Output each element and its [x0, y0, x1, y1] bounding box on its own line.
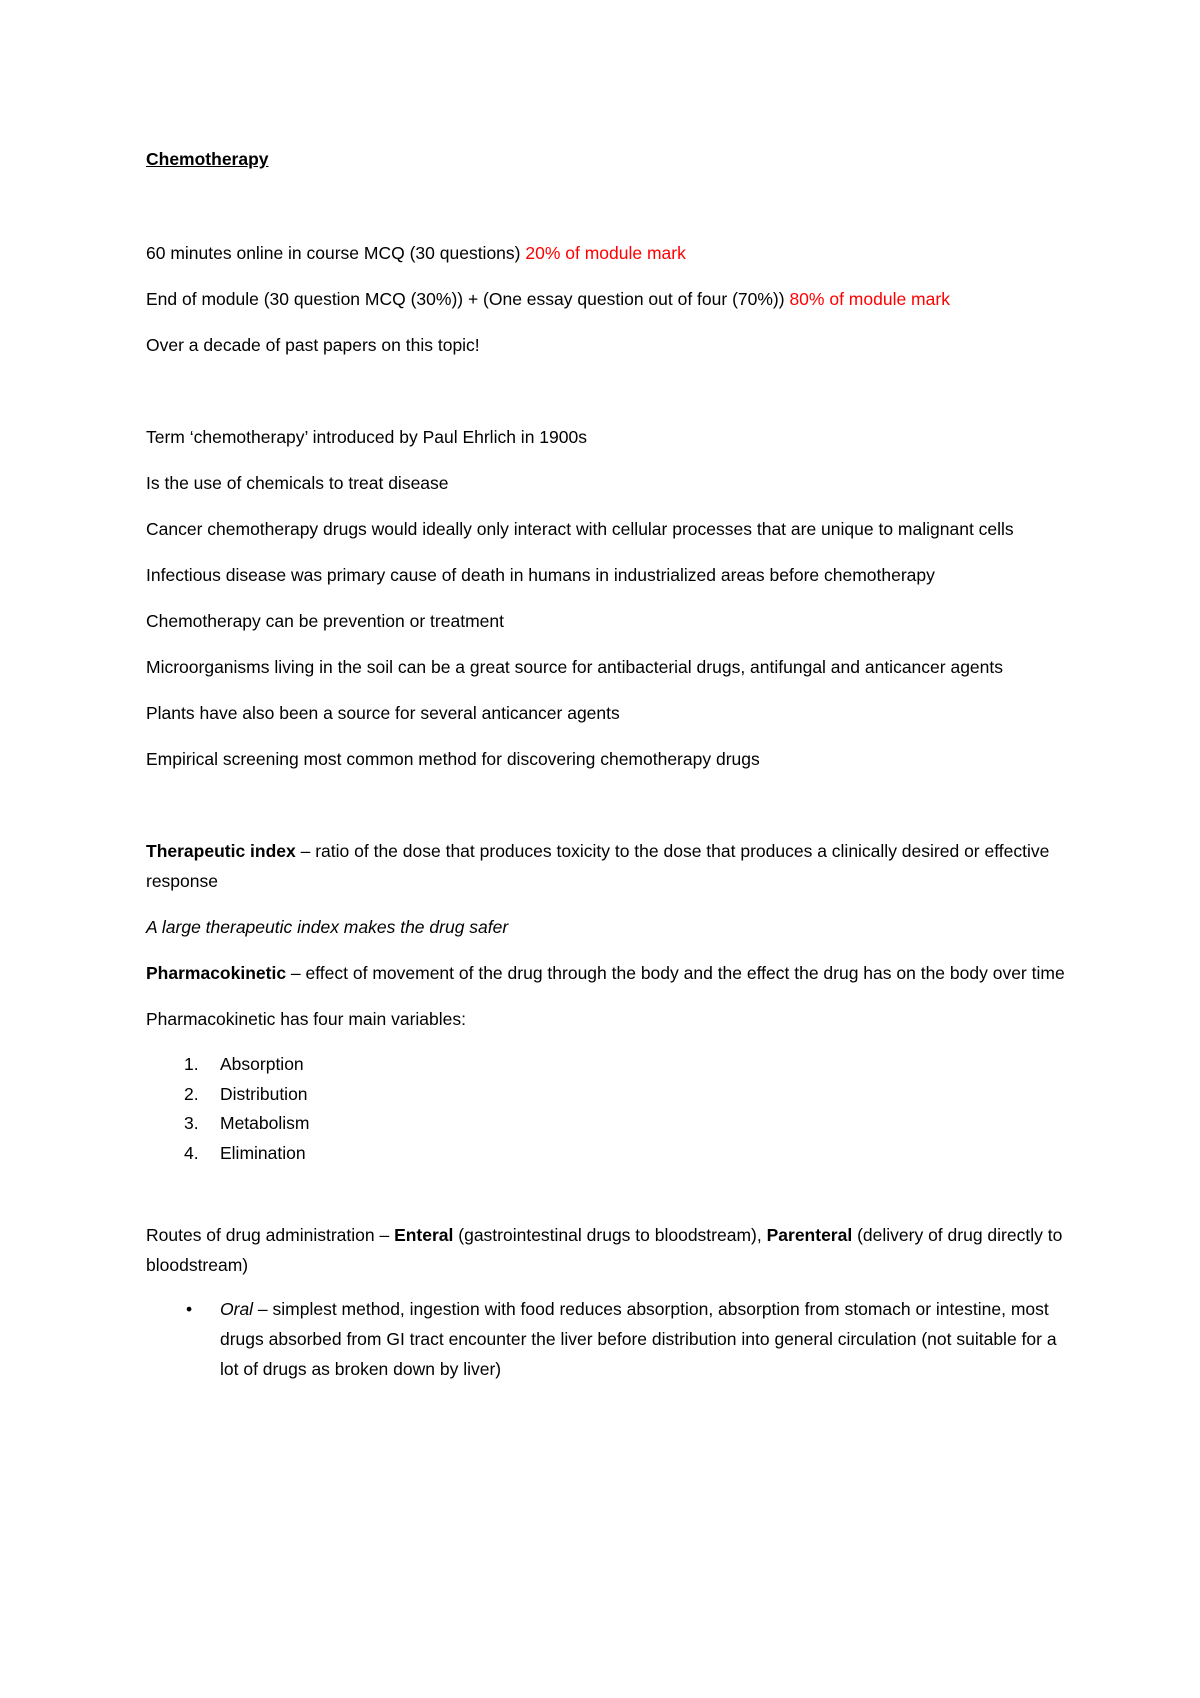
therapeutic-index-term: Therapeutic index [146, 841, 296, 861]
list-item-label: Metabolism [220, 1113, 310, 1133]
list-item [146, 1139, 1066, 1169]
pharmacokinetic-variables-intro: Pharmacokinetic has four main variables: [146, 1009, 467, 1029]
list-item-label: Distribution [220, 1083, 308, 1104]
therapeutic-index-definition [146, 836, 1066, 896]
assessment-line-2 [146, 284, 1066, 314]
list-item-label: Absorption [220, 1054, 304, 1074]
routes-parenteral-term: Parenteral [766, 1225, 853, 1245]
routes-enteral-desc: (gastrointestinal drugs to bloodstream), [453, 1225, 767, 1245]
assessment-line-1-weight: 20% of module mark [525, 243, 686, 263]
intro-paragraph: Cancer chemotherapy drugs would ideally only interact with cellular processes that are unique to malignant cells [146, 519, 1014, 539]
assessment-line-1-text: 60 minutes online in course MCQ (30 questions) [146, 243, 526, 263]
assessment-line-3: Over a decade of past papers on this topic! [146, 335, 480, 355]
routes-enteral-term: Enteral [394, 1225, 454, 1245]
oral-term: Oral [220, 1299, 254, 1319]
bullet-icon: • [186, 1299, 193, 1319]
pharmacokinetic-text: – effect of movement of the drug through the body and the effect the drug has on the body over time [286, 963, 1065, 983]
pharmacokinetic-variables-list [146, 1050, 1066, 1168]
routes-paragraph [146, 1220, 1066, 1280]
list-item-label: Elimination [220, 1142, 306, 1163]
intro-paragraph: Empirical screening most common method for discovering chemotherapy drugs [146, 749, 760, 769]
intro-paragraph: Plants have also been a source for several anticancer agents [146, 703, 620, 723]
therapeutic-index-note: A large therapeutic index makes the drug safer [146, 917, 509, 937]
assessment-line-2-weight: 80% of module mark [789, 289, 950, 309]
list-item [146, 1080, 1066, 1110]
assessment-line-1 [146, 238, 1066, 268]
intro-paragraph: Microorganisms living in the soil can be a great source for antibacterial drugs, antifungal and anticancer agents [146, 657, 1004, 677]
list-number: 1. [184, 1054, 199, 1074]
list-number: 4. [184, 1142, 199, 1163]
list-item [146, 1294, 1066, 1384]
routes-bullet-list [146, 1294, 1066, 1384]
list-item [146, 1109, 1066, 1139]
list-item [146, 1050, 1066, 1080]
list-number: 3. [184, 1113, 199, 1133]
routes-parenteral-desc: (delivery of drug directly to bloodstream) [146, 1225, 1063, 1275]
assessment-line-2-text: End of module (30 question MCQ (30%)) + (One essay question out of four (70%)) [146, 289, 790, 309]
pharmacokinetic-term: Pharmacokinetic [146, 963, 287, 983]
intro-paragraph: Term ‘chemotherapy’ introduced by Paul Ehrlich in 1900s [146, 427, 587, 447]
therapeutic-index-text: – ratio of the dose that produces toxicity to the dose that produces a clinically desired or effective response [146, 841, 1050, 891]
intro-paragraph: Chemotherapy can be prevention or treatment [146, 611, 504, 631]
intro-paragraph: Infectious disease was primary cause of death in humans in industrialized areas before chemotherapy [146, 565, 935, 585]
document-body [146, 144, 1066, 1384]
document-title: Chemotherapy [146, 149, 269, 169]
routes-prefix: Routes of drug administration – [146, 1225, 395, 1245]
intro-paragraph: Is the use of chemicals to treat disease [146, 473, 449, 493]
oral-description: – simplest method, ingestion with food reduces absorption, absorption from stomach or intestine, most drugs absorbed from GI tract encounter the liver before distribution into general circulation (not suitable for a lot of drugs as broken down by liver) [220, 1299, 1057, 1379]
list-number: 2. [184, 1083, 199, 1104]
pharmacokinetic-definition [146, 958, 1066, 988]
